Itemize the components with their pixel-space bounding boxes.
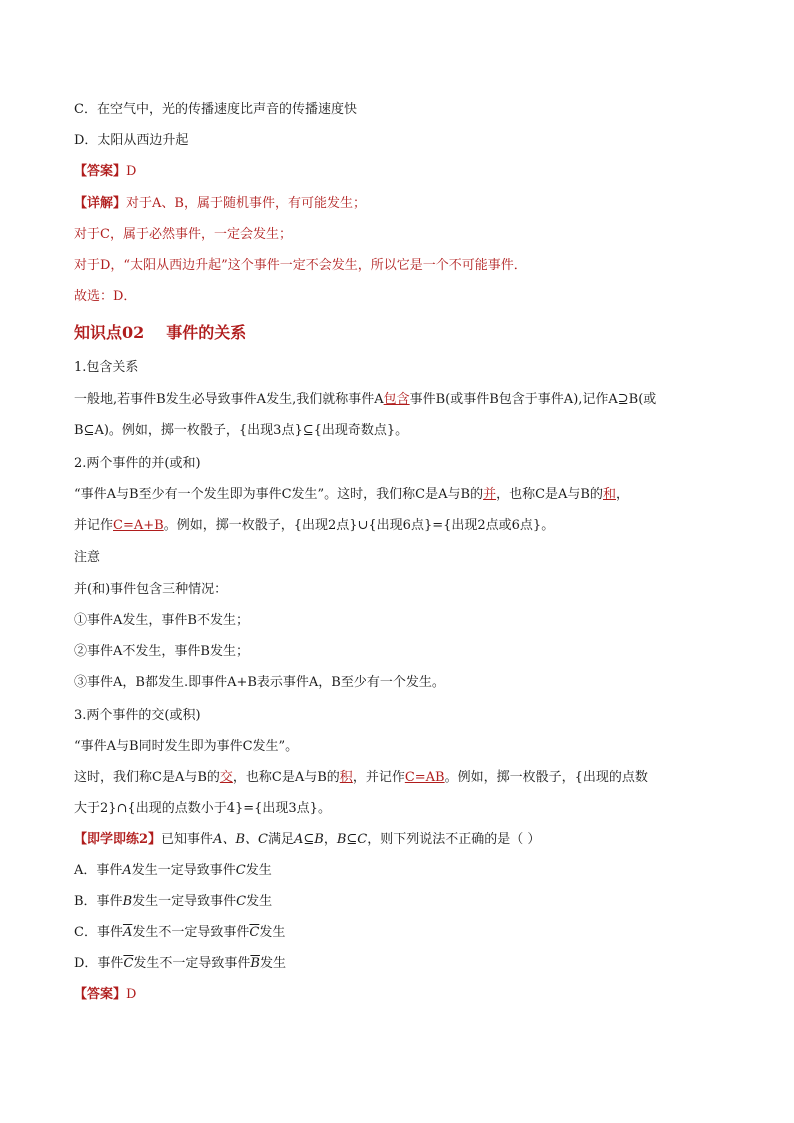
union-case-2: ②事件A不发生，事件B发生； bbox=[74, 644, 249, 659]
inclusion-definition bbox=[74, 390, 656, 410]
intersection-example: 大于2}∩{出现的点数小于4}={出现3点}。 bbox=[74, 801, 331, 816]
q2-stem bbox=[74, 830, 540, 850]
union-text: ， bbox=[616, 487, 630, 502]
option-text: 发生 bbox=[246, 894, 273, 909]
inclusion-example: B⊆A)。例如，掷一枚骰子，{出现3点}⊆{出现奇数点}。 bbox=[74, 423, 409, 438]
inclusion-term: 包含 bbox=[383, 392, 410, 407]
option-var: C bbox=[236, 894, 247, 909]
q2-option-b bbox=[74, 892, 272, 912]
option-text: D．事件 bbox=[74, 956, 124, 971]
option-var: B bbox=[122, 894, 133, 909]
option-var: C bbox=[235, 863, 246, 878]
answer-tag: 【答案】 bbox=[74, 987, 127, 1002]
option-text: 发生一定导致事件 bbox=[131, 863, 236, 878]
union-case-3: ③事件A，B都发生.即事件A+B表示事件A，B至少有一个发生。 bbox=[74, 675, 445, 690]
intersection-notation bbox=[74, 768, 648, 788]
answer-tag: 【答案】 bbox=[74, 164, 127, 179]
intersection-definition: “事件A与B同时发生即为事件C发生”。 bbox=[74, 739, 299, 754]
union-notation bbox=[74, 516, 554, 536]
q2-relation: A⊆B bbox=[293, 832, 324, 847]
complement-var: $\overline{C}$ bbox=[123, 956, 134, 971]
option-text: 发生 bbox=[245, 863, 272, 878]
intersection-formula: C=AB bbox=[404, 770, 445, 785]
option-text: 发生 bbox=[259, 925, 286, 940]
intersection-text: ，并记作 bbox=[352, 770, 405, 785]
option-text: 发生不一定导致事件 bbox=[132, 925, 250, 940]
complement-var: $\overline{C}$ bbox=[249, 925, 260, 940]
intersection-text: ，也称C是A与B的 bbox=[232, 770, 340, 785]
inclusion-heading: 1.包含关系 bbox=[74, 360, 139, 375]
option-text: 发生 bbox=[259, 956, 286, 971]
union-definition bbox=[74, 485, 629, 505]
inclusion-text: 事件B(或事件B包含于事件A),记作A⊇B(或 bbox=[409, 392, 657, 407]
q2-vars: A、B、C bbox=[213, 832, 268, 847]
q1-option-c: C．在空气中，光的传播速度比声音的传播速度快 bbox=[74, 102, 357, 117]
sum-term: 和 bbox=[602, 487, 616, 502]
option-text: B．事件 bbox=[74, 894, 123, 909]
q1-option-d: D．太阳从西边升起 bbox=[74, 133, 189, 148]
union-text: “事件A与B至少有一个发生即为事件C发生”。这时，我们称C是A与B的 bbox=[74, 487, 484, 502]
option-text: C．事件 bbox=[74, 925, 123, 940]
q2-text: 已知事件 bbox=[161, 832, 214, 847]
q1-conclusion: 故选：D． bbox=[74, 289, 137, 304]
intersection-term: 交 bbox=[219, 770, 233, 785]
q2-relation: B⊆C bbox=[336, 832, 368, 847]
option-text: A．事件 bbox=[74, 863, 123, 878]
union-cases-intro: 并(和)事件包含三种情况： bbox=[74, 582, 228, 597]
section-heading bbox=[74, 323, 246, 343]
union-text: 。例如，掷一枚骰子，{出现2点}∪{出现6点}={出现2点或6点}。 bbox=[163, 518, 555, 533]
q1-detail-2: 对于C，属于必然事件，一定会发生； bbox=[74, 227, 292, 242]
union-heading: 2.两个事件的并(或和) bbox=[74, 456, 201, 471]
q1-answer bbox=[74, 162, 136, 182]
detail-tag: 【详解】 bbox=[74, 196, 127, 211]
union-text: 并记作 bbox=[74, 518, 114, 533]
union-term: 并 bbox=[483, 487, 497, 502]
union-formula: C=A+B bbox=[113, 518, 164, 533]
option-text: 发生一定导致事件 bbox=[132, 894, 237, 909]
intersection-heading: 3.两个事件的交(或积) bbox=[74, 708, 201, 723]
q2-text: ，则下列说法不正确的是（ ） bbox=[367, 832, 541, 847]
note-label: 注意 bbox=[74, 550, 101, 565]
option-text: 发生不一定导致事件 bbox=[133, 956, 251, 971]
intersection-text: 。例如，掷一枚骰子，{出现的点数 bbox=[444, 770, 648, 785]
q2-text: ， bbox=[323, 832, 337, 847]
answer-value: D bbox=[126, 164, 137, 179]
union-case-1: ①事件A发生，事件B不发生； bbox=[74, 613, 249, 628]
practice-tag: 【即学即练2】 bbox=[74, 832, 162, 847]
q1-detail-1 bbox=[74, 194, 366, 214]
intersection-text: 这时，我们称C是A与B的 bbox=[74, 770, 220, 785]
q2-option-a bbox=[74, 861, 272, 881]
product-term: 积 bbox=[339, 770, 353, 785]
complement-var: $\overline{A}$ bbox=[122, 925, 133, 940]
answer-value: D bbox=[126, 987, 137, 1002]
section-title: 事件的关系 bbox=[166, 323, 247, 342]
q1-detail-3: 对于D，“太阳从西边升起”这个事件一定不会发生，所以它是一个不可能事件． bbox=[74, 258, 527, 273]
q2-answer bbox=[74, 985, 136, 1005]
union-text: ，也称C是A与B的 bbox=[496, 487, 603, 502]
q2-option-d bbox=[74, 954, 286, 974]
option-var: A bbox=[122, 863, 132, 878]
q2-option-c bbox=[74, 923, 285, 943]
detail-text: 对于A、B，属于随机事件，有可能发生； bbox=[126, 196, 366, 211]
section-number: 知识点02 bbox=[74, 323, 145, 342]
q2-text: 满足 bbox=[267, 832, 294, 847]
inclusion-text: 一般地,若事件B发生必导致事件A发生,我们就称事件A bbox=[74, 392, 384, 407]
complement-var: $\overline{B}$ bbox=[250, 956, 260, 971]
